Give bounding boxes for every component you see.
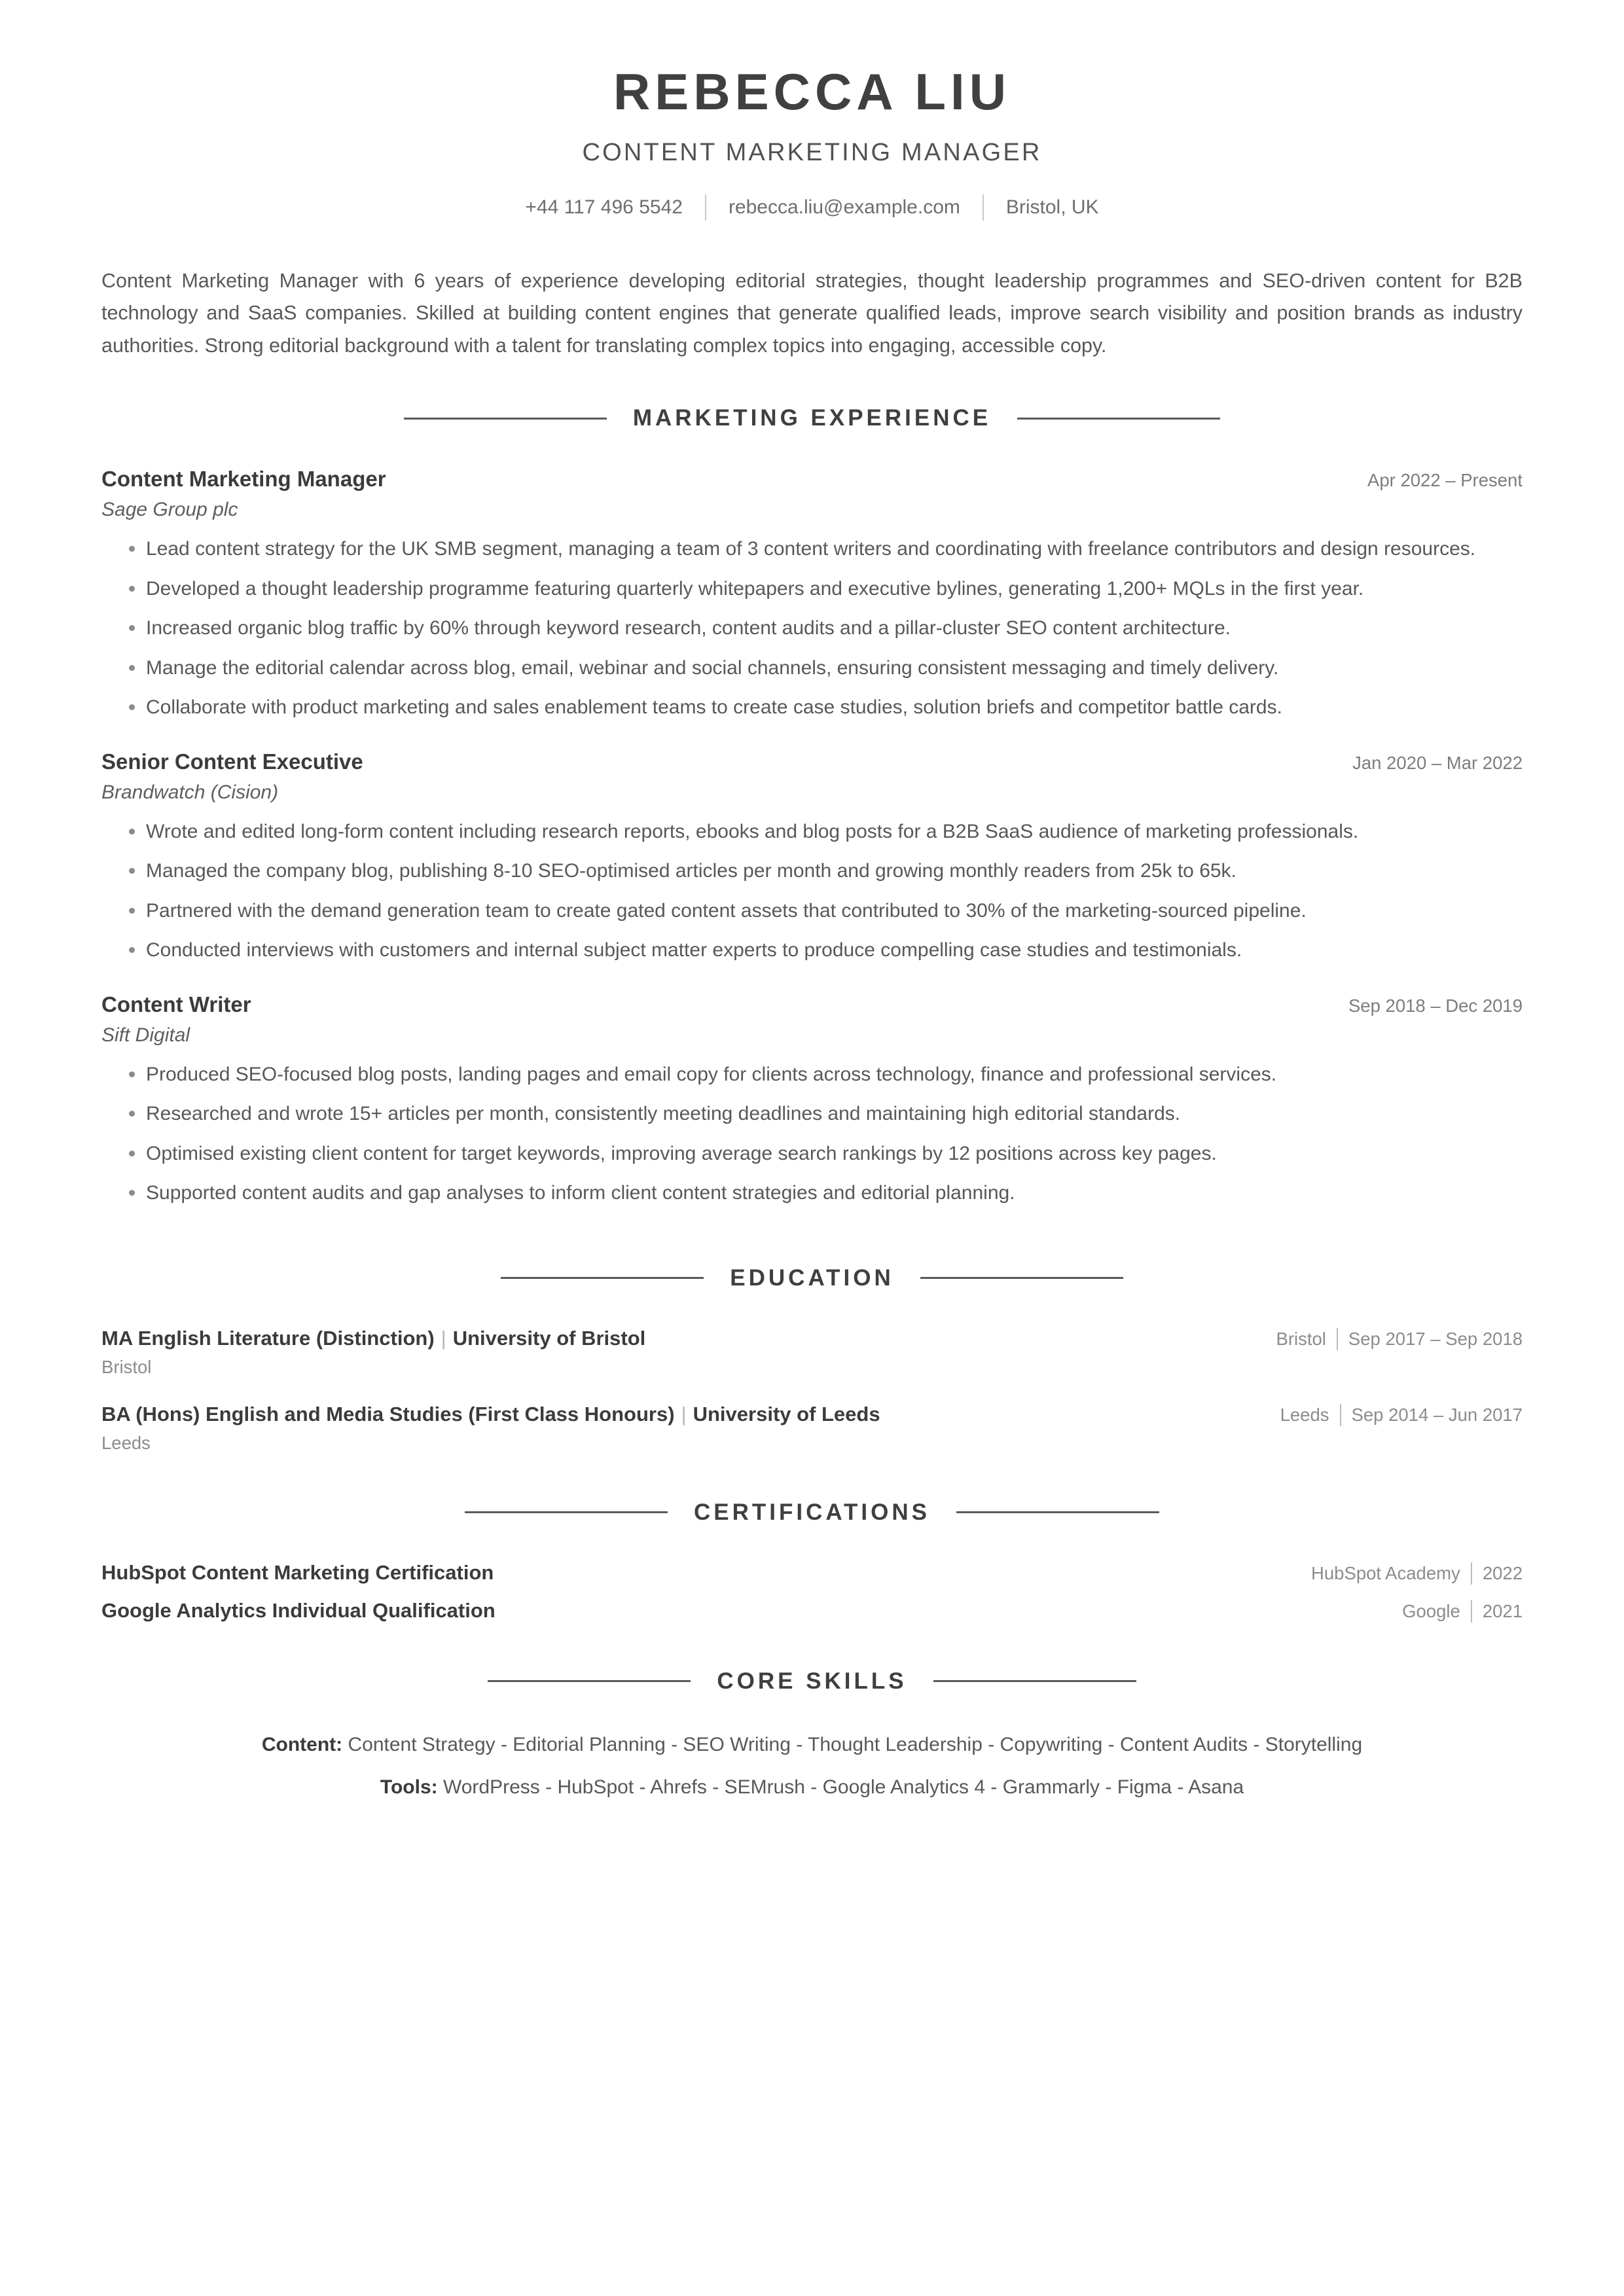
company-name: Sift Digital — [101, 1024, 190, 1046]
company-name: Brandwatch (Cision) — [101, 781, 279, 803]
job-bullet: Managed the company blog, publishing 8-10 SEO-optimised articles per month and growing monthly readers from 25k to 65k. — [101, 856, 1523, 887]
experience-entry-header — [101, 749, 1523, 774]
section-title: CORE SKILLS — [717, 1668, 907, 1694]
rule-left — [501, 1277, 704, 1279]
rule-right — [920, 1277, 1123, 1279]
job-bullet-list — [101, 817, 1523, 966]
skills-list — [101, 1730, 1523, 1802]
divider-icon — [1471, 1600, 1472, 1623]
degree-and-institution — [101, 1403, 880, 1426]
experience-entry-header — [101, 467, 1523, 492]
job-bullet: Wrote and edited long-form content including research reports, ebooks and blog posts for a B2B SaaS audience of marketing professionals. — [101, 817, 1523, 848]
job-bullet: Optimised existing client content for target keywords, improving average search rankings by 12 positions across key pages. — [101, 1139, 1523, 1170]
education-entry — [101, 1403, 1523, 1454]
degree-name: MA English Literature (Distinction) — [101, 1326, 435, 1350]
section-experience — [101, 405, 1523, 1209]
skill-category-label: Tools: — [380, 1776, 438, 1798]
certification-meta — [1291, 1562, 1523, 1585]
skill-category-values: WordPress - HubSpot - Ahrefs - SEMrush - Google Analytics 4 - Grammarly - Figma - Asana — [437, 1776, 1244, 1798]
section-heading-skills — [101, 1668, 1523, 1695]
section-title: MARKETING EXPERIENCE — [632, 405, 992, 431]
job-bullet: Conducted interviews with customers and internal subject matter experts to produce compelling case studies and testimonials. — [101, 935, 1523, 966]
job-title: Content Marketing Manager — [101, 467, 386, 492]
section-heading-education — [101, 1265, 1523, 1291]
job-bullet-list — [101, 1060, 1523, 1209]
certification-entry — [101, 1599, 1523, 1623]
education-location: Bristol — [1276, 1328, 1326, 1349]
company-name: Sage Group plc — [101, 499, 238, 521]
experience-entry — [101, 992, 1523, 1209]
divider-icon: | — [441, 1326, 446, 1350]
job-bullet: Manage the editorial calendar across blog, email, webinar and social channels, ensuring consistent messaging and timely delivery. — [101, 653, 1523, 684]
rule-right — [933, 1680, 1136, 1682]
contact-email: rebecca.liu@example.com — [728, 196, 960, 218]
experience-entry-header — [101, 992, 1523, 1017]
certification-year: 2021 — [1482, 1600, 1523, 1621]
certification-entry-header — [101, 1599, 1523, 1623]
certification-year: 2022 — [1482, 1562, 1523, 1583]
education-entry-header — [101, 1327, 1523, 1350]
section-heading-certifications — [101, 1499, 1523, 1526]
section-education — [101, 1265, 1523, 1454]
education-location: Leeds — [1280, 1404, 1329, 1425]
rule-right — [956, 1511, 1159, 1513]
section-heading-experience — [101, 405, 1523, 431]
certification-entry — [101, 1561, 1523, 1585]
certifications-list — [101, 1561, 1523, 1623]
job-bullet: Partnered with the demand generation team to create gated content assets that contributed to 30% of the marketing-sourced pipeline. — [101, 896, 1523, 927]
section-title: CERTIFICATIONS — [693, 1499, 930, 1525]
job-date: Jan 2020 – Mar 2022 — [1352, 752, 1523, 773]
education-entry-header — [101, 1403, 1523, 1426]
education-meta — [1261, 1404, 1523, 1426]
education-subtitle: Bristol — [101, 1356, 152, 1377]
institution-name: University of Leeds — [693, 1402, 880, 1426]
job-bullet: Produced SEO-focused blog posts, landing pages and email copy for clients across technology, finance and professional services. — [101, 1060, 1523, 1090]
job-title: Content Writer — [101, 992, 251, 1016]
institution-name: University of Bristol — [452, 1326, 646, 1350]
degree-and-institution — [101, 1327, 645, 1350]
education-list — [101, 1327, 1523, 1454]
page-title: REBECCA LIU — [613, 63, 1011, 120]
certification-entry-header — [101, 1561, 1523, 1585]
section-skills — [101, 1668, 1523, 1802]
education-date: Sep 2017 – Sep 2018 — [1348, 1328, 1523, 1349]
degree-name: BA (Hons) English and Media Studies (First Class Honours) — [101, 1402, 675, 1426]
divider-icon — [1337, 1328, 1338, 1350]
skill-category-label: Content: — [261, 1733, 343, 1755]
job-date: Sep 2018 – Dec 2019 — [1348, 995, 1523, 1016]
certification-issuer: HubSpot Academy — [1311, 1562, 1460, 1583]
education-date: Sep 2014 – Jun 2017 — [1351, 1404, 1523, 1425]
certification-meta — [1382, 1600, 1523, 1623]
contact-phone: +44 117 496 5542 — [525, 196, 683, 218]
job-bullet: Researched and wrote 15+ articles per month, consistently meeting deadlines and maintaining high editorial standards. — [101, 1099, 1523, 1130]
divider-icon: | — [681, 1402, 687, 1426]
job-date: Apr 2022 – Present — [1367, 470, 1523, 491]
rule-left — [488, 1680, 691, 1682]
contact-location: Bristol, UK — [1005, 196, 1099, 218]
education-entry — [101, 1327, 1523, 1378]
job-bullet: Increased organic blog traffic by 60% through keyword research, content audits and a pillar-cluster SEO content architecture. — [101, 613, 1523, 644]
skill-line — [101, 1730, 1523, 1759]
job-bullet: Lead content strategy for the UK SMB segment, managing a team of 3 content writers and coordinating with freelance contributors and design resources. — [101, 534, 1523, 565]
divider-icon — [1471, 1562, 1472, 1585]
certification-issuer: Google — [1402, 1600, 1460, 1621]
job-bullet: Collaborate with product marketing and sales enablement teams to create case studies, solution briefs and competitor battle cards. — [101, 692, 1523, 723]
divider-icon — [1340, 1404, 1341, 1426]
experience-entry — [101, 467, 1523, 723]
professional-summary: Content Marketing Manager with 6 years of experience developing editorial strategies, thought leadership programmes and SEO-driven content for B2B technology and SaaS companies. Skilled at building content engines that generate qualified leads, improve search visibility and position brands as industry authorities. Strong editorial background with a talent for translating complex topics into engaging, accessible copy. — [101, 269, 1523, 357]
certification-name: Google Analytics Individual Qualification — [101, 1598, 496, 1622]
job-title: Senior Content Executive — [101, 749, 363, 774]
section-title: EDUCATION — [730, 1265, 894, 1291]
section-certifications — [101, 1499, 1523, 1623]
experience-entry — [101, 749, 1523, 966]
experience-list — [101, 467, 1523, 1209]
rule-right — [1017, 418, 1220, 420]
rule-left — [465, 1511, 668, 1513]
job-role-subtitle: CONTENT MARKETING MANAGER — [582, 138, 1042, 166]
job-bullet: Developed a thought leadership programme featuring quarterly whitepapers and executive bylines, generating 1,200+ MQLs in the first year. — [101, 574, 1523, 605]
skill-category-values: Content Strategy - Editorial Planning - SEO Writing - Thought Leadership - Copywriting - Content Audits - Storytelling — [342, 1733, 1363, 1755]
certification-name: HubSpot Content Marketing Certification — [101, 1560, 494, 1584]
job-bullet: Supported content audits and gap analyses to inform client content strategies and editorial planning. — [101, 1178, 1523, 1209]
job-bullet-list — [101, 534, 1523, 723]
contact-bar — [101, 194, 1523, 221]
education-subtitle: Leeds — [101, 1432, 151, 1453]
education-meta — [1257, 1328, 1523, 1350]
rule-left — [404, 418, 607, 420]
skill-line — [101, 1772, 1523, 1802]
